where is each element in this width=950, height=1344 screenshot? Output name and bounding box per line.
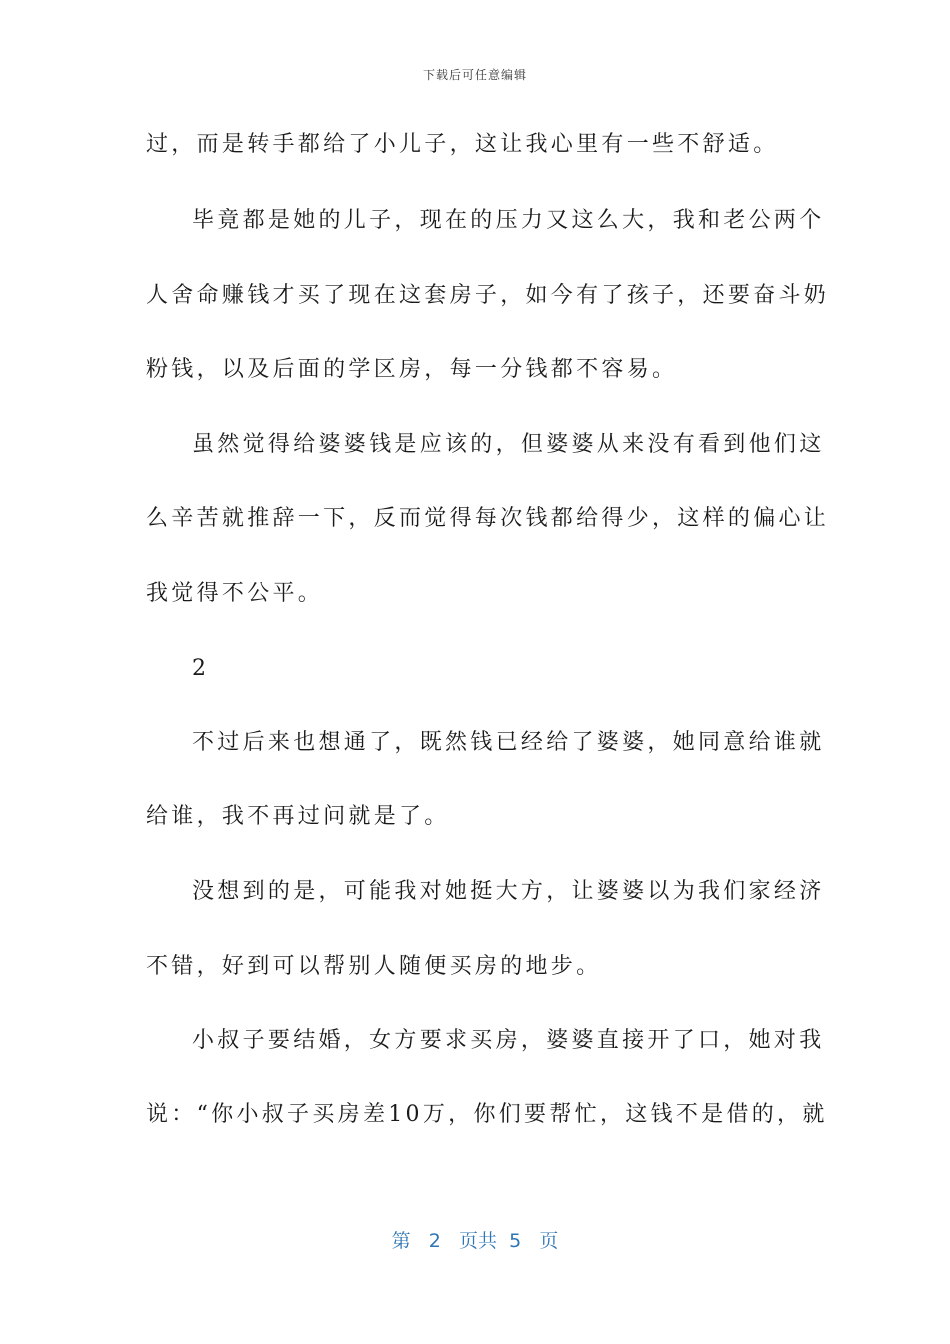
footer-total-pages: 5 [509, 1230, 522, 1252]
text-line: 粉钱，以及后面的学区房，每一分钱都不容易。 [146, 357, 678, 382]
page-header: 下载后可任意编辑 [422, 68, 527, 82]
footer-suffix: 页 [539, 1230, 559, 1252]
text-line: 不过后来也想通了，既然钱已经给了婆婆，她同意给谁就 [192, 730, 825, 755]
footer-page-number: 2 [428, 1230, 441, 1252]
text-line: 没想到的是，可能我对她挺大方，让婆婆以为我们家经济 [192, 879, 825, 904]
text-line: 虽然觉得给婆婆钱是应该的，但婆婆从来没有看到他们这 [192, 432, 825, 457]
text-line: 过，而是转手都给了小儿子，这让我心里有一些不舒适。 [146, 132, 779, 157]
section-number: 2 [192, 656, 210, 681]
footer-middle: 页共 [459, 1230, 498, 1252]
text-line: 说：“你小叔子买房差10万，你们要帮忙，这钱不是借的，就 [146, 1102, 828, 1127]
text-line: 不错，好到可以帮别人随便买房的地步。 [146, 954, 602, 979]
page-footer [0, 1226, 950, 1253]
text-line: 我觉得不公平。 [146, 581, 324, 606]
text-line: 给谁，我不再过问就是了。 [146, 804, 450, 829]
text-line: 么辛苦就推辞一下，反而觉得每次钱都给得少，这样的偏心让 [146, 506, 830, 531]
footer-prefix: 第 [391, 1230, 411, 1252]
text-line: 人舍命赚钱才买了现在这套房子，如今有了孩子，还要奋斗奶 [146, 283, 830, 308]
text-line: 毕竟都是她的儿子，现在的压力又这么大，我和老公两个 [192, 208, 825, 233]
text-line: 小叔子要结婚，女方要求买房，婆婆直接开了口，她对我 [192, 1028, 825, 1053]
